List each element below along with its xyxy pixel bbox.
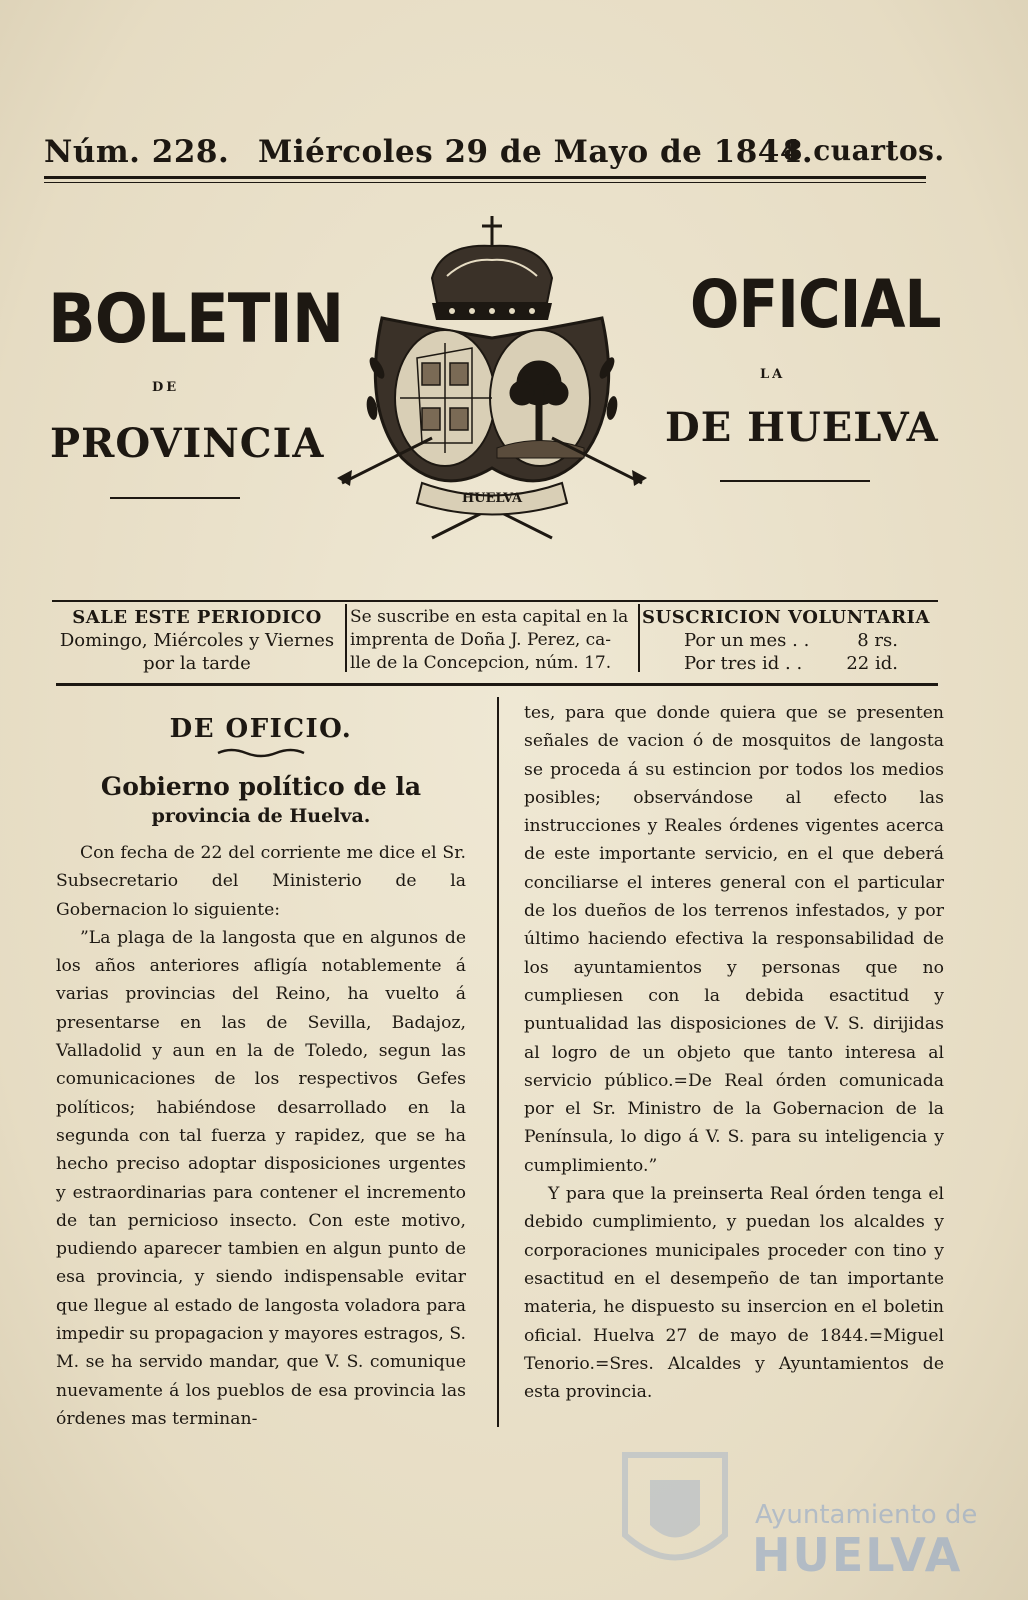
schedule-time: por la tarde	[143, 653, 251, 674]
subscription-title: SUSCRICION VOLUNTARIA	[642, 607, 930, 628]
left-column	[56, 705, 466, 1433]
price-label: Por tres id . .	[684, 653, 803, 674]
article-heading: Gobierno político de la	[100, 772, 422, 801]
masthead-de-huelva: DE HUELVA	[665, 404, 939, 451]
masthead-de: DE	[152, 380, 180, 395]
location-line-2: imprenta de Doña J. Perez, ca-	[350, 630, 612, 650]
header-rule-thin	[44, 182, 926, 183]
info-divider-1	[345, 604, 347, 672]
info-divider-2	[638, 604, 640, 672]
masthead-oficial: OFICIAL	[690, 266, 941, 343]
schedule-title: SALE ESTE PERIODICO	[72, 607, 322, 628]
masthead-dash-left	[110, 497, 240, 499]
article-paragraph: Y para que la preinserta Real órden tenga el debido cumplimiento, y puedan los alcaldes y corporaciones municipales proceder con tino y esactitud en el desempeño de tan importante materia, he dispuesto su insercion en el boletin oficial. Huelva 27 de mayo de 1844.=Miguel Tenorio.=Sres. Alcaldes y Ayuntamientos de esta provincia.	[524, 1184, 944, 1403]
watermark-line-1: Ayuntamiento de	[755, 1500, 978, 1530]
issue-date: Miércoles 29 de Mayo de 1844.	[258, 134, 814, 170]
coat-of-arms-emblem	[322, 208, 662, 568]
schedule-days: Domingo, Miércoles y Viernes	[59, 630, 335, 651]
masthead-la: LA	[760, 367, 786, 382]
article-paragraph: tes, para que donde quiera que se presenten señales de vacion ó de mosquitos de langosta se proceda á su estincion por todos los medios posibles; observándose al efecto las instrucciones y Reales órdenes vigentes acerca de este importante servicio, en el que deberá conciliarse el interes general con el particular de los dueños de los terrenos infestados, y por último haciendo efectiva la responsabilidad de los ayuntamientos y personas que no cumpliesen con la debida esactitud y puntualidad las disposiciones de V. S. dirijidas al logro de un objeto que tanto interesa al servicio público.=De Real órden comunicada por el Sr. Ministro de la Gobernacion de la Península, lo digo á V. S. para su inteligencia y cumplimiento.”	[524, 703, 944, 1176]
issue-price: 8 cuartos.	[783, 134, 945, 167]
subscription-location-box	[350, 606, 636, 676]
right-column	[524, 699, 944, 1406]
price-row	[642, 652, 938, 675]
header-rule	[44, 176, 926, 179]
subscription-price-box	[642, 606, 938, 676]
ornament-flourish	[216, 747, 306, 759]
article-subheading: provincia de Huelva.	[151, 805, 371, 827]
location-line-1: Se suscribe en esta capital en la	[350, 607, 629, 627]
coat-ribbon-text: HUELVA	[461, 491, 523, 506]
info-bottom-rule	[56, 683, 938, 686]
masthead-boletin: BOLETIN	[48, 280, 344, 359]
watermark-line-2: HUELVA	[752, 1528, 963, 1582]
price-row	[642, 629, 938, 652]
issue-number: Núm. 228.	[44, 134, 230, 170]
info-top-rule	[52, 600, 938, 602]
price-label: Por un mes . .	[684, 630, 810, 651]
article-paragraph: ”La plaga de la langosta que en algunos de los años anteriores afligía notablemente á varias provincias del Reino, ha vuelto á presentarse en las de Sevilla, Badajoz, Valladolid y aun en la de Toledo, segun las comunicaciones de los respectivos Gefes políticos; habiéndose desarrollado en la segunda con tal fuerza y rapidez, que se ha hecho preciso adoptar disposiciones urgentes y estraordinarias para contener el incremento de tan pernicioso insecto. Con este motivo, pudiendo aparecer tambien en algun punto de esa provincia, y siendo indispensable evitar que llegue al estado de langosta voladora para impedir su propagacion y mayores estragos, S. M. se ha servido mandar, que V. S. comunique nuevamente á los pueblos de esa provincia las órdenes mas terminan-	[56, 927, 466, 1429]
publication-schedule-box	[52, 606, 342, 676]
column-divider	[497, 697, 499, 1427]
article-paragraph: Con fecha de 22 del corriente me dice el Sr. Subsecretario del Ministerio de la Gobernacion lo siguiente:	[56, 843, 466, 920]
masthead-dash-right	[720, 480, 870, 482]
price-value: 8 rs.	[857, 630, 898, 651]
section-heading: DE OFICIO.	[169, 714, 353, 744]
masthead-provincia: PROVINCIA	[50, 420, 325, 467]
price-value: 22 id.	[846, 653, 898, 674]
location-line-3: lle de la Concepcion, núm. 17.	[350, 653, 612, 673]
